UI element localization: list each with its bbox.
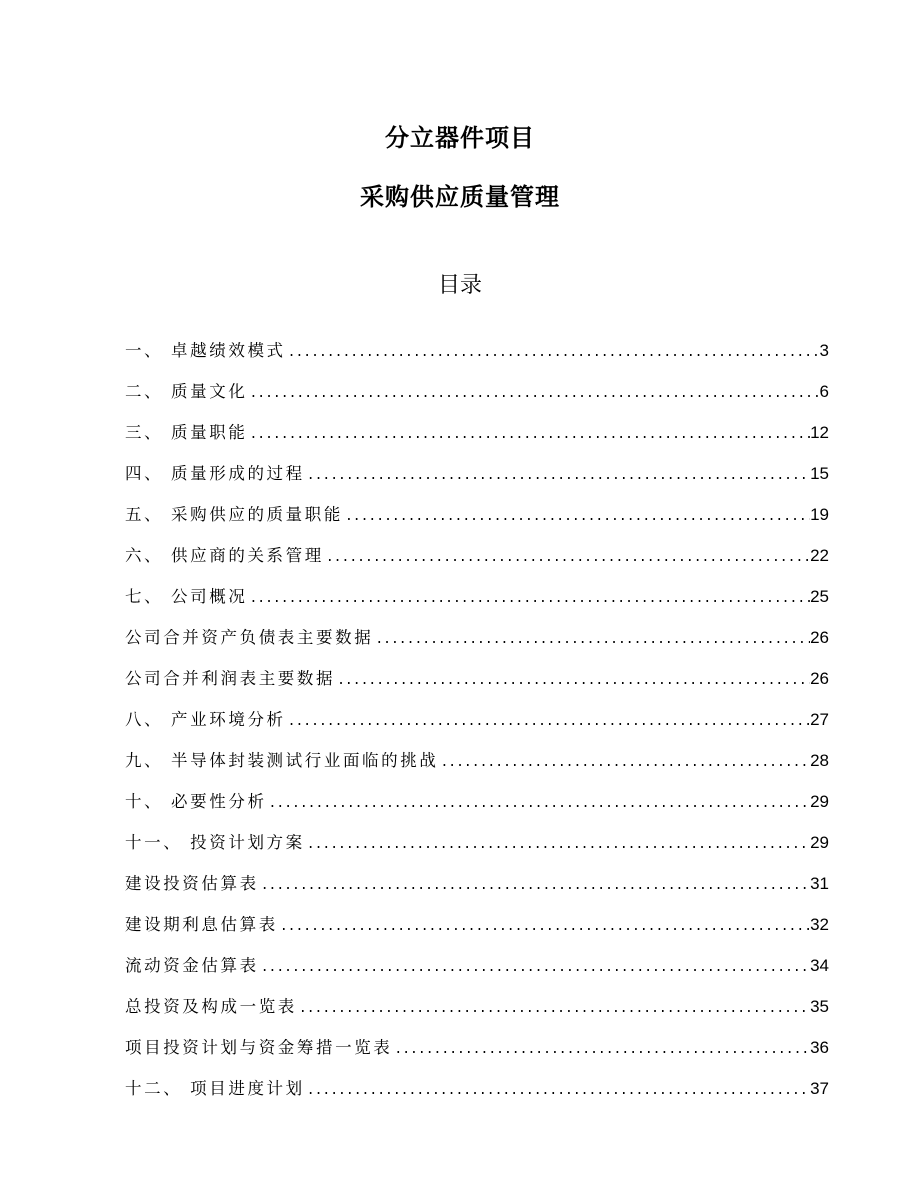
- toc-entry-page: 15: [810, 464, 829, 483]
- toc-entry[interactable]: [125, 650, 829, 691]
- toc-entry[interactable]: [125, 855, 829, 896]
- toc-entry-page: 25: [810, 587, 829, 606]
- toc-leader-dots: [286, 712, 810, 732]
- toc-entry-page: 31: [810, 874, 829, 893]
- toc-leader-dots: [297, 999, 810, 1019]
- toc-entry[interactable]: [125, 322, 829, 363]
- toc-entry-page: 27: [810, 710, 829, 729]
- toc-entry[interactable]: [125, 363, 829, 404]
- toc-entry-page: 12: [810, 423, 829, 442]
- toc-entry-page: 35: [810, 997, 829, 1016]
- toc-entry-label: 三、 质量职能: [125, 423, 248, 442]
- toc-leader-dots: [305, 1081, 810, 1101]
- toc-entry-label: 公司合并利润表主要数据: [125, 669, 336, 688]
- toc-entry-page: 26: [810, 669, 829, 688]
- toc-entry[interactable]: [125, 1019, 829, 1060]
- toc-entry-label: 十一、 投资计划方案: [125, 833, 305, 852]
- toc-entry-page: 19: [810, 505, 829, 524]
- toc-entry-page: 28: [810, 751, 829, 770]
- toc-leader-dots: [392, 1040, 810, 1060]
- toc-entry-label: 十、 必要性分析: [125, 792, 267, 811]
- toc-entry[interactable]: [125, 937, 829, 978]
- toc-entry[interactable]: [125, 404, 829, 445]
- toc-entry-label: 流动资金估算表: [125, 956, 259, 975]
- toc-entry-page: 32: [810, 915, 829, 934]
- toc-entry[interactable]: [125, 1060, 829, 1101]
- toc-leader-dots: [259, 958, 810, 978]
- toc-entry-label: 八、 产业环境分析: [125, 710, 286, 729]
- toc-entry[interactable]: [125, 691, 829, 732]
- toc-entry[interactable]: [125, 773, 829, 814]
- toc-leader-dots: [267, 794, 811, 814]
- toc-entry-label: 九、 半导体封装测试行业面临的挑战: [125, 751, 439, 770]
- toc-entry-label: 六、 供应商的关系管理: [125, 546, 324, 565]
- toc-entry-page: 6: [819, 382, 829, 401]
- toc-entry-page: 22: [810, 546, 829, 565]
- toc-entry-label: 建设期利息估算表: [125, 915, 278, 934]
- toc-entry[interactable]: [125, 732, 829, 773]
- toc-heading: 目录: [437, 273, 482, 298]
- toc-entry-page: 3: [819, 341, 829, 360]
- toc-leader-dots: [247, 589, 810, 609]
- toc-entry-page: 37: [810, 1079, 829, 1098]
- toc-entry-label: 一、 卓越绩效模式: [125, 341, 286, 360]
- toc-entry[interactable]: [125, 814, 829, 855]
- toc-entry[interactable]: [125, 568, 829, 609]
- toc-entry[interactable]: [125, 896, 829, 937]
- toc-entry[interactable]: [125, 978, 829, 1019]
- toc-entry-label: 公司合并资产负债表主要数据: [125, 628, 374, 647]
- toc-entry[interactable]: [125, 609, 829, 650]
- table-of-contents: [125, 322, 829, 1101]
- toc-entry-label: 四、 质量形成的过程: [125, 464, 305, 483]
- toc-entry-label: 建设投资估算表: [125, 874, 259, 893]
- toc-entry-label: 二、 质量文化: [125, 382, 248, 401]
- toc-entry-page: 36: [810, 1038, 829, 1057]
- toc-leader-dots: [305, 835, 810, 855]
- toc-entry-page: 29: [810, 833, 829, 852]
- toc-entry-page: 34: [810, 956, 829, 975]
- toc-leader-dots: [324, 548, 810, 568]
- document-title-line2: 采购供应质量管理: [360, 183, 560, 211]
- toc-entry-label: 五、 采购供应的质量职能: [125, 505, 343, 524]
- toc-leader-dots: [335, 671, 810, 691]
- toc-leader-dots: [343, 507, 810, 527]
- toc-leader-dots: [278, 917, 810, 937]
- toc-leader-dots: [373, 630, 810, 650]
- toc-entry-page: 26: [810, 628, 829, 647]
- toc-entry[interactable]: [125, 527, 829, 568]
- toc-entry-page: 29: [810, 792, 829, 811]
- toc-leader-dots: [259, 876, 810, 896]
- toc-leader-dots: [305, 466, 810, 486]
- toc-leader-dots: [247, 425, 810, 445]
- toc-entry-label: 七、 公司概况: [125, 587, 248, 606]
- toc-entry-label: 十二、 项目进度计划: [125, 1079, 305, 1098]
- document-title-line1: 分立器件项目: [385, 124, 535, 152]
- toc-entry[interactable]: [125, 445, 829, 486]
- toc-entry[interactable]: [125, 486, 829, 527]
- toc-leader-dots: [247, 384, 819, 404]
- toc-entry-label: 总投资及构成一览表: [125, 997, 297, 1016]
- toc-leader-dots: [438, 753, 810, 773]
- toc-entry-label: 项目投资计划与资金筹措一览表: [125, 1038, 393, 1057]
- toc-leader-dots: [286, 343, 820, 363]
